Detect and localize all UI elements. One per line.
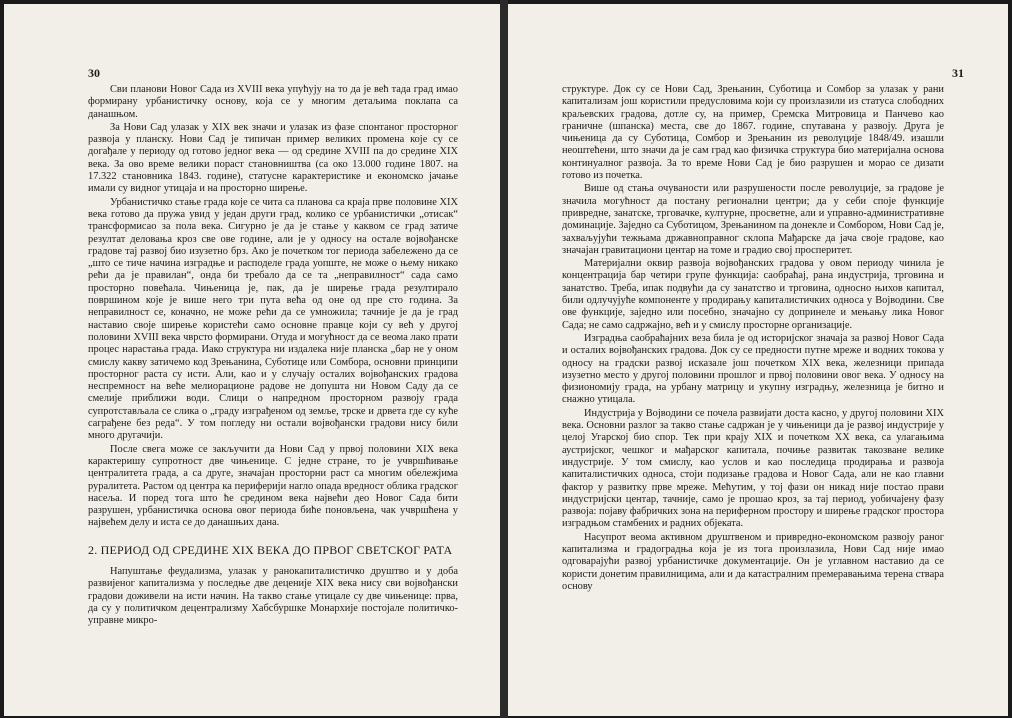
right-page-text xyxy=(562,84,944,594)
book-gutter xyxy=(500,0,508,718)
paragraph: Изградња саобраћајних веза била је од историјског значаја за развој Новог Сада и осталих војвођанских градова. Док су се предности путне мреже и водних токова у односу на градски развој исказале још почетком XIX века, железници припада изузетно место у другој половини прошлог и првој половини овог века. У односу на физиономију града, на урбану матрицу и укупну изградњу, железница је битно и снажно утицала. xyxy=(562,332,944,406)
left-page-text xyxy=(88,84,458,628)
left-page xyxy=(4,4,504,716)
paragraph: Насупрот веома активном друштвеном и привредно-економском развоју раног капитализма и градоградња која је из тога произлазила, Нови Сад није имао одговарајући развој урбанистичке документације. Он је углавном наставио да се користи донетим правилницима, али и да катастралним премеравањима терена ствара основу xyxy=(562,531,944,592)
paragraph: После свега може се закључити да Нови Сад у првој половини XIX века карактеришу супротност две чињенице. С једне стране, то је учвршћивање централитета града, а са друге, значајан просторни раст са многим обележјима руралитета. Растом од центра ка периферији нагло опада вредност облика градског насеља. И поред тога што ће средином века највећи део Новог Сада бити разрушен, урбанистичка основа овог периода биће поновљена, чак учвршћена у највећем делу и иста се до данашњих дана. xyxy=(88,443,458,529)
paragraph: Урбанистичко стање града које се чита са планова са краја прве половине XIX века готово да пружа увид у један други град, колико се урбанистички „отисак“ трансформисао за пола века. Сигурно је да је стање у каквом се град затиче резултат деловања кроз све ове године, али је у односу на остале војвођанске градове тај развој био изузетно брз. Ако је почетком тог периода забележено да се „што се тиче начина изградње и расподеле града уопште, не може о њему никако рећи да је правилан“, онда би требало да се та „неправилност“ сада само просторно повећала. Чињеница је, пак, да је ширење града резултирало површином које је више него три пута већа од оне од пре сто година. За неправилност се, коначно, не може рећи да се умножила; тачније је да је град наставио своје ширење користећи само основне правце који су већ у другој половини XVIII века чврсто формирани. Отуда и могућност да се веома лако прати процес нарастања града. Иако структура ни издалека није планска „бар не у оном смислу какву затичемо код Зрењанина, Суботице или Сомбора, основни принципи просторног раста су исти. Али, као и у случају осталих војвођанских градова неспремност на веће мелиорационе радове не допушта ни Новом Саду да се смелије приближи води. Слици о напредном просторном развоју града супротстављала се слика о „граду изграђеном од земље, трске и дрвета где су куће саграђене без реда“. У том погледу ни остали војвођански градови нису били много другачији. xyxy=(88,196,458,442)
paragraph: Индустрија у Војводини се почела развијати доста касно, у другој половини XIX века. Основни разлог за такво стање садржан је у чињеници да је развој индустрије у целој Угарској био спор. Тек при крају XIX и почетком XX века, са улагањима аустријског, чешког и мађарског капитала, почиње развитак такозване велике индустрије. У том смислу, као услов и као последица продирања и развоја капиталистичких односа, стоји подизање градова и Новог Сада, али не као главни фактор у развитку прве мреже. Мећутим, у тој фази он никад није постао прави индустријски центар, тачније, само је прошао кроз, за тај период, уобичајену фазу развоја: појаву фабричких зона на периферном простору и ширење градског простора изградњом стамбених и радних објеката. xyxy=(562,407,944,530)
page-number: 31 xyxy=(952,66,964,80)
right-page xyxy=(508,4,1008,716)
paragraph: Материјални оквир развоја војвођанских градова у овом периоду чинила је концентрација бар четири групе функција: саобраћај, рана индустрија, трговина и занатство. Треба, ипак подвући да су занатство и трговина, односно њихов капитал, били одлучујуће компоненте у продирању капиталистичких односа у Војводини. Све ове функције, заједно или посебно, значајно су допринеле и мењању лика Новог Сада; не само садржајно, већ и у смислу просторне организације. xyxy=(562,258,944,331)
paragraph: Напуштање феудализма, улазак у ранокапиталистичко друштво и у доба развијеног капитализма у последње две деценије XIX века нису сви војвођански градови доживели на исти начин. На такво стање утицале су две чињенице: прва, да су у политичком децентрализму Хабсбуршке Монархије постојале политичко-управне микро- xyxy=(88,565,458,627)
paragraph: Сви планови Новог Сада из XVIII века упућују на то да је већ тада град имао формирану урбанистичку основу, која се у многим детаљима поклапа са данашњом. xyxy=(88,84,458,120)
paragraph: Више од стања очуваности или разрушености после револуције, за градове је значила могућност да постану регионални центри; да у себи споје функције привредне, занатске, трговачке, културне, просветне, али и управно-административне доминације. Заједно са Суботицом, Зрењанином па донекле и Сомбором, Нови Сад је, захваљујући тежњама државноправног склопа Мађарске да јача своје градове, као значајан гравитациони центар на томе и градио свој просперитет. xyxy=(562,183,944,256)
section-heading: 2. ПЕРИОД ОД СРЕДИНЕ XIX ВЕКА ДО ПРВОГ СВЕТСКОГ РАТА xyxy=(88,542,453,557)
page-number: 30 xyxy=(88,66,100,80)
paragraph: структуре. Док су се Нови Сад, Зрењанин, Суботица и Сомбор за улазак у рани капитализам још користили предусловима који су произлазили из статуса слободних краљевских градова, дотле су, на пример, Сремска Митровица и Панчево као граничне (шпанска) места, све до 1867. године, спутавана у развоју. Друга је чињеница да су Суботица, Сомбор и Зрењанин из револуције 1848/49. изашли неоштећени, што значи да је сам град као физичка структура био материјална основа континуалног развоја. За то време Нови Сад је био разрушен и морао се дизати готово из почетка. xyxy=(562,84,944,182)
paragraph: За Нови Сад улазак у XIX век значи и улазак из фазе спонтаног просторног развоја у планску. Нови Сад је типичан пример великих промена које су се догађале у периоду од готово једног века — од средине XVIII па до средине XIX века. За ово време велики пораст становништва (са око 13.000 године 1807. на 17.322 становника 1843. године), статусне карактеристике и економско јачање имали су видног утицаја и на просторно ширење. xyxy=(88,121,458,195)
